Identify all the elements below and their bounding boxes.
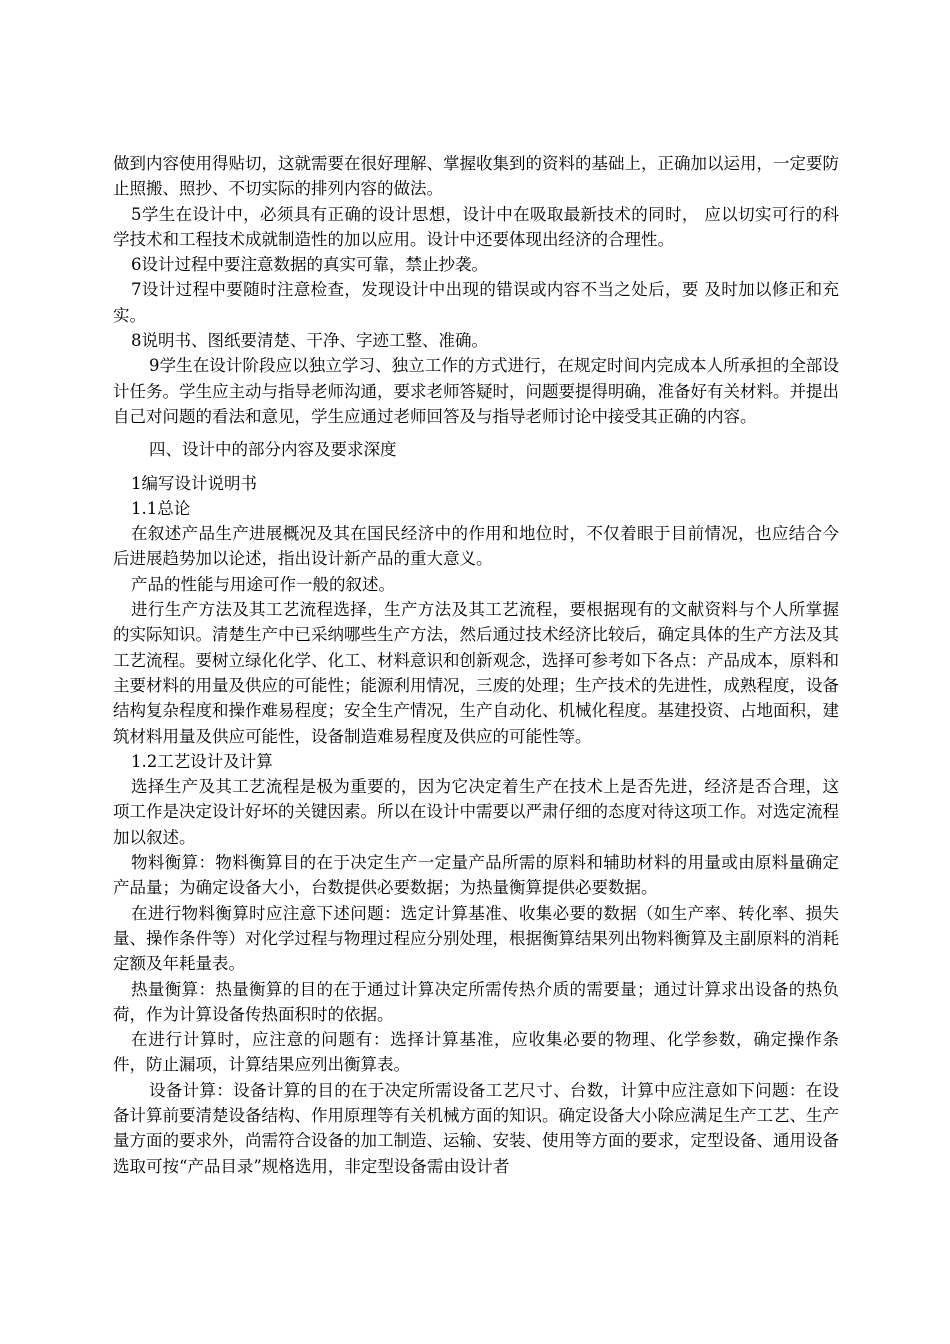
paragraph-product-performance: 产品的性能与用途可作一般的叙述。: [131, 574, 395, 594]
subheading-design-manual: 1编写设计说明书: [131, 473, 257, 493]
paragraph-material-balance: 物料衡算：物料衡算目的在于决定生产一定量产品所需的原料和辅助材料的用量或由原料量确定产品量；为确定设备大小，台数提供必要数据；为热量衡算提供必要数据。: [113, 853, 839, 898]
paragraph-equipment-calculation: 设备计算：设备计算的目的在于决定所需设备工艺尺寸、台数，计算中应注意如下问题：在设备计算前要清楚设备结构、作用原理等有关机械方面的知识。确定设备大小除应满足生产工艺、生产量方面的要求外，尚需符合设备的加工制造、运输、安装、使用等方面的要求，定型设备、通用设备选取可按“产品目录”规格选用，非定型设备需由设计者: [113, 1080, 839, 1176]
paragraph-item-7: 7设计过程中要随时注意检查，发现设计中出现的错误或内容不当之处后，要 及时加以修正和充实。: [113, 280, 839, 325]
paragraph-process-importance: 选择生产及其工艺流程是极为重要的，因为它决定着生产在技术上是否先进，经济是否合理，这项工作是决定设计好坏的关键因素。所以在设计中需要以严肃仔细的态度对待这项工作。对选定流程加以叙述。: [113, 777, 839, 847]
paragraph-heat-balance-notes: 在进行计算时，应注意的问题有：选择计算基准，应收集必要的物理、化学参数，确定操作条件，防止漏项，计算结果应列出衡算表。: [113, 1030, 839, 1075]
paragraph-process-selection: 进行生产方法及其工艺流程选择，生产方法及其工艺流程，要根据现有的文献资料与个人所掌握的实际知识。清楚生产中已采纳哪些生产方法，然后通过技术经济比较后，确定具体的生产方法及其工艺流程。要树立绿化化学、化工、材料意识和创新观念，选择可参考如下各点：产品成本，原料和主要材料的用量及供应的可能性；能源利用情况，三废的处理；生产技术的先进性，成熟程度，设备结构复杂程度和操作难易程度；安全生产情况，生产自动化、机械化程度。基建投资、占地面积，建筑材料用量及供应可能性，设备制造难易程度及供应的可能性等。: [113, 600, 839, 746]
paragraph-item-8: 8说明书、图纸要清楚、干净、字迹工整、准确。: [131, 331, 488, 351]
paragraph-overview: 在叙述产品生产进展概况及其在国民经济中的作用和地位时，不仅着眼于目前情况，也应结合今后进展趋势加以论述，指出设计新产品的重大意义。: [113, 524, 839, 569]
document-page: [113, 151, 839, 1179]
paragraph-item-9: 9学生在设计阶段应以独立学习、独立工作的方式进行，在规定时间内完成本人所承担的全部设计任务。学生应主动与指导老师沟通，要求老师答疑时，问题要提得明确，准备好有关材料。并提出自己对问题的看法和意见，学生应通过老师回答及与指导老师讨论中接受其正确的内容。: [113, 356, 839, 426]
paragraph-heat-balance: 热量衡算：热量衡算的目的在于通过计算决定所需传热介质的需要量；通过计算求出设备的热负荷，作为计算设备传热面积时的依据。: [113, 979, 839, 1024]
paragraph-item-6: 6设计过程中要注意数据的真实可靠，禁止抄袭。: [131, 255, 488, 275]
paragraph-item-5: 5学生在设计中，必须具有正确的设计思想，设计中在吸取最新技术的同时， 应以切实可行的科学技术和工程技术成就制造性的加以应用。设计中还要体现出经济的合理性。: [113, 204, 839, 249]
subheading-overview: 1.1总论: [131, 498, 191, 518]
paragraph-material-balance-notes: 在进行物料衡算时应注意下述问题：选定计算基准、收集必要的数据（如生产率、转化率、损失量、操作条件等）对化学过程与物理过程应分别处理，根据衡算结果列出物料衡算及主副原料的消耗定额及年耗量表。: [113, 903, 839, 974]
subheading-process-design: 1.2工艺设计及计算: [131, 751, 273, 771]
section-heading: 四、设计中的部分内容及要求深度: [149, 440, 397, 460]
paragraph-continuation: 做到内容使用得贴切，这就需要在很好理解、掌握收集到的资料的基础上，正确加以运用，一定要防止照搬、照抄、不切实际的排列内容的做法。: [113, 154, 839, 199]
